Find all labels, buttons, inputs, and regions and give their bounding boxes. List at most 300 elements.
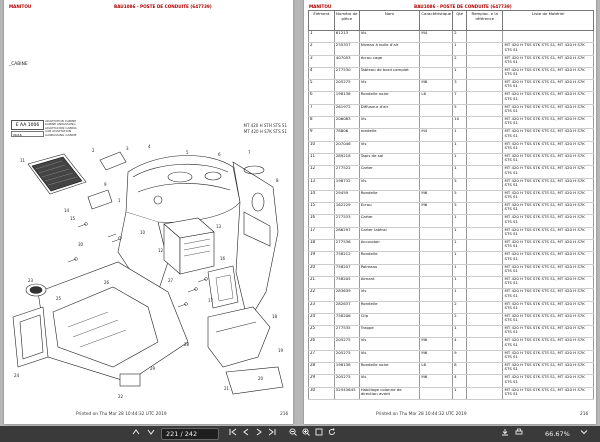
- table-row: [309, 215, 594, 227]
- col-qty: Qté: [453, 11, 467, 31]
- svg-text:7: 7: [248, 150, 251, 155]
- cell-element: 4: [309, 67, 335, 79]
- cell-material-list: MT 420 H TSS S7K STS S1, MT 420 H S7K STS S1: [503, 301, 594, 313]
- download-icon[interactable]: [500, 427, 510, 441]
- col-element: Élément: [309, 11, 335, 31]
- page-next-icon[interactable]: [254, 427, 264, 441]
- cell-characteristic: [420, 240, 453, 252]
- cell-material-list: MT 420 H TSS S7K STS S1, MT 420 H S7K STS S1: [503, 67, 594, 79]
- cell-part-number: 52543645: [334, 387, 359, 399]
- zoom-dropdown-icon[interactable]: [578, 427, 590, 441]
- cell-qty: 7: [453, 92, 467, 104]
- svg-text:17: 17: [208, 298, 214, 303]
- cell-material-list: MT 420 H TSS S7K STS S1, MT 420 H S7K STS S1: [503, 313, 594, 325]
- cell-element: 21: [309, 276, 335, 288]
- cell-part-number: 407053: [334, 55, 359, 67]
- cell-name: Carter: [359, 215, 420, 227]
- cell-replacement: [467, 387, 503, 399]
- cell-name: Tableau de bord complet: [359, 67, 420, 79]
- svg-text:28: 28: [184, 342, 190, 347]
- cell-part-number: 198138: [334, 92, 359, 104]
- cell-name: Clip: [359, 313, 420, 325]
- print-date: Printed on Thu Mar 28 10:44:32 UTC 2019: [376, 412, 467, 417]
- cell-replacement: [467, 289, 503, 301]
- cell-material-list: MT 420 H TSS S7K STS S1, MT 420 H S7K STS S1: [503, 166, 594, 178]
- cell-element: 9: [309, 129, 335, 141]
- viewer-toolbar: [0, 426, 600, 442]
- cell-part-number: 277530: [334, 67, 359, 79]
- cell-part-number: 205275: [334, 80, 359, 92]
- table-row: [309, 178, 594, 190]
- cell-element: 24: [309, 313, 335, 325]
- col-name: Nom: [359, 11, 420, 31]
- cell-replacement: [467, 117, 503, 129]
- side-panel-drawing: [233, 162, 278, 322]
- cell-name: Rondelle: [359, 190, 420, 202]
- cell-part-number: 205275: [334, 375, 359, 387]
- cell-material-list: MT 420 H TSS S7K STS S1, MT 420 H S7K STS S1: [503, 276, 594, 288]
- cell-qty: 2: [453, 31, 467, 43]
- cell-characteristic: [420, 387, 453, 399]
- cell-replacement: [467, 240, 503, 252]
- cell-element: 23: [309, 301, 335, 313]
- cell-element: 12: [309, 166, 335, 178]
- cell-element: 11: [309, 153, 335, 165]
- part-code: E AA 1006: [11, 120, 44, 130]
- cell-part-number: 282637: [334, 301, 359, 313]
- cell-material-list: MT 420 H TSS S7K STS S1, MT 420 H S7K STS S1: [503, 117, 594, 129]
- cell-qty: 4: [453, 375, 467, 387]
- cell-element: 25: [309, 326, 335, 338]
- cell-qty: 8: [453, 363, 467, 375]
- floor-mat-drawing: [28, 154, 86, 194]
- cell-qty: 1: [453, 67, 467, 79]
- svg-text:10: 10: [140, 230, 146, 235]
- cell-element: 20: [309, 264, 335, 276]
- cell-replacement: [467, 264, 503, 276]
- cell-name: Vis: [359, 141, 420, 153]
- part-names: ADAPTATION CABINE KABINE ANPASSUNG ADAPTACION CABINA CAB ADAPTATION AANPASSING CABINE: [45, 119, 77, 137]
- page-number: 216: [580, 412, 589, 417]
- section-label: _CABINE: [9, 62, 28, 67]
- cell-material-list: MT 420 H TSS S7K STS S1, MT 420 H S7K STS S1: [503, 264, 594, 276]
- cell-name: Rondelle: [359, 252, 420, 264]
- cell-material-list: MT 420 H TSS S7K STS S1, MT 420 H S7K STS S1: [503, 338, 594, 350]
- cell-material-list: MT 420 H TSS S7K STS S1, MT 420 H S7K STS S1: [503, 153, 594, 165]
- cell-characteristic: [420, 67, 453, 79]
- cell-replacement: [467, 190, 503, 202]
- table-row: [309, 264, 594, 276]
- exploded-cab-diagram: [8, 142, 289, 408]
- zoom-in-icon[interactable]: [301, 427, 311, 441]
- col-part-number: Numéro de pièce: [334, 11, 359, 31]
- table-row: [309, 276, 594, 288]
- cell-qty: 1: [453, 252, 467, 264]
- cell-element: 13: [309, 178, 335, 190]
- cell-name: Vis: [359, 178, 420, 190]
- cell-name: Diffuseur d'air: [359, 104, 420, 116]
- svg-text:27: 27: [168, 278, 174, 283]
- cell-element: 3: [309, 55, 335, 67]
- cell-name: Tapis de sol: [359, 153, 420, 165]
- table-row: [309, 190, 594, 202]
- cell-name: Vis: [359, 289, 420, 301]
- cell-characteristic: [420, 166, 453, 178]
- svg-text:9: 9: [104, 182, 107, 187]
- cell-qty: 1: [453, 227, 467, 239]
- cell-characteristic: [420, 264, 453, 276]
- svg-text:30: 30: [78, 242, 84, 247]
- cell-name: rondelle: [359, 129, 420, 141]
- cell-material-list: MT 420 H TSS S7K STS S1, MT 420 H S7K STS S1: [503, 129, 594, 141]
- cell-qty: 1: [453, 387, 467, 399]
- cell-name: Carter: [359, 166, 420, 178]
- cell-element: 27: [309, 350, 335, 362]
- cell-name: écrou cage: [359, 55, 420, 67]
- print-icon[interactable]: [514, 427, 524, 441]
- table-header: [309, 11, 594, 31]
- svg-text:19: 19: [278, 348, 284, 353]
- cell-qty: 1: [453, 129, 467, 141]
- svg-text:23: 23: [28, 278, 34, 283]
- cell-replacement: [467, 80, 503, 92]
- cell-part-number: 277522: [334, 166, 359, 178]
- model-list: MT 420 H STH STS S1 MT 420 H S7K STS S1: [243, 123, 287, 134]
- cell-characteristic: [420, 215, 453, 227]
- cell-qty: 1: [453, 289, 467, 301]
- svg-text:24: 24: [14, 373, 20, 378]
- parts-table: [308, 10, 594, 400]
- cell-name: Aimant: [359, 276, 420, 288]
- brand-label: MANITOU: [9, 4, 32, 9]
- current-page: 221: [166, 430, 179, 438]
- table-row: [309, 203, 594, 215]
- cell-material-list: MT 420 H TSS S7K STS S1, MT 420 H S7K STS S1: [503, 141, 594, 153]
- cell-material-list: MT 420 H TSS S7K STS S1, MT 420 H S7K STS S1: [503, 43, 594, 55]
- cell-part-number: 198138: [334, 363, 359, 375]
- chevron-up-icon[interactable]: [130, 427, 142, 441]
- svg-text:11: 11: [20, 158, 26, 163]
- cell-replacement: [467, 338, 503, 350]
- cell-element: 10: [309, 141, 335, 153]
- cell-name: Rondelle noire: [359, 92, 420, 104]
- table-row: [309, 141, 594, 153]
- cell-name: Accoudoir: [359, 240, 420, 252]
- cell-qty: 9: [453, 350, 467, 362]
- cell-replacement: [467, 276, 503, 288]
- cell-qty: 5: [453, 178, 467, 190]
- cell-part-number: 277535: [334, 326, 359, 338]
- cell-replacement: [467, 326, 503, 338]
- cell-element: 2: [309, 43, 335, 55]
- cell-material-list: MT 420 H TSS S7K STS S1, MT 420 H S7K STS S1: [503, 240, 594, 252]
- cell-element: 1: [309, 31, 335, 43]
- cell-name: Vis: [359, 80, 420, 92]
- table-row: [309, 387, 594, 399]
- cell-part-number: 758206: [334, 313, 359, 325]
- cell-replacement: [467, 166, 503, 178]
- cell-part-number: 261972: [334, 104, 359, 116]
- cell-characteristic: M6: [420, 338, 453, 350]
- page-total: / 242: [180, 430, 198, 438]
- cell-replacement: [467, 67, 503, 79]
- svg-text:16: 16: [220, 256, 226, 261]
- cell-characteristic: M4: [420, 129, 453, 141]
- cell-replacement: [467, 43, 503, 55]
- svg-text:12: 12: [158, 248, 164, 253]
- parts-table-body: [309, 31, 594, 400]
- cell-element: 30: [309, 387, 335, 399]
- cell-replacement: [467, 313, 503, 325]
- cell-characteristic: M6: [420, 80, 453, 92]
- cell-name: Vis: [359, 350, 420, 362]
- cell-characteristic: L6: [420, 363, 453, 375]
- cell-material-list: MT 420 H TSS S7K STS S1, MT 420 H S7K STS S1: [503, 203, 594, 215]
- cell-element: 26: [309, 338, 335, 350]
- rotate-icon[interactable]: [327, 427, 337, 441]
- cell-name: Rondelle noire: [359, 363, 420, 375]
- cell-characteristic: M6: [420, 203, 453, 215]
- cell-qty: 5: [453, 104, 467, 116]
- cell-characteristic: [420, 276, 453, 288]
- table-row: [309, 31, 594, 43]
- svg-text:14: 14: [64, 208, 70, 213]
- cell-characteristic: [420, 227, 453, 239]
- cell-element: 18: [309, 240, 335, 252]
- table-row: [309, 166, 594, 178]
- svg-text:6: 6: [218, 152, 221, 157]
- cell-element: 29: [309, 375, 335, 387]
- cell-element: 17: [309, 227, 335, 239]
- table-row: [309, 363, 594, 375]
- cell-characteristic: M4: [420, 31, 453, 43]
- cell-material-list: MT 420 H TSS S7K STS S1, MT 420 H S7K STS S1: [503, 190, 594, 202]
- fit-page-icon[interactable]: [314, 427, 324, 441]
- cell-part-number: 277533: [334, 215, 359, 227]
- print-date: Printed on Thu Mar 28 10:44:32 UTC 2019: [76, 412, 167, 417]
- col-replacement: Remplac. e la référence: [467, 11, 503, 31]
- cell-element: 5: [309, 80, 335, 92]
- cell-characteristic: [420, 141, 453, 153]
- cell-replacement: [467, 153, 503, 165]
- table-row: [309, 338, 594, 350]
- speaker-drawing: [26, 284, 46, 296]
- zoom-out-icon[interactable]: [288, 427, 298, 441]
- cell-qty: 2: [453, 55, 467, 67]
- brand-label: MANITOU: [309, 4, 332, 9]
- cell-part-number: 289218: [334, 153, 359, 165]
- cell-qty: 1: [453, 166, 467, 178]
- cell-name: Carter latéral: [359, 227, 420, 239]
- table-row: [309, 80, 594, 92]
- cell-material-list: [503, 31, 594, 43]
- table-row: [309, 289, 594, 301]
- cell-qty: 2: [453, 301, 467, 313]
- cell-name: Niveau à bulle d'air: [359, 43, 420, 55]
- page-left: [4, 0, 293, 424]
- cell-replacement: [467, 252, 503, 264]
- cell-qty: 1: [453, 43, 467, 55]
- cell-name: Vis: [359, 117, 420, 129]
- table-row: [309, 313, 594, 325]
- cell-part-number: 758205: [334, 276, 359, 288]
- cell-part-number: 162229: [334, 203, 359, 215]
- cell-element: 19: [309, 252, 335, 264]
- page-first-icon[interactable]: [228, 427, 238, 441]
- cell-qty: 2: [453, 313, 467, 325]
- doc-title: BAU1086 - POSTE DE CONDUITE (647739): [114, 4, 212, 9]
- svg-text:26: 26: [104, 280, 110, 285]
- cell-part-number: 198732: [334, 178, 359, 190]
- cell-material-list: MT 420 H TSS S7K STS S1, MT 420 H S7K STS S1: [503, 92, 594, 104]
- cell-characteristic: [420, 43, 453, 55]
- zoom-level[interactable]: 66.67%: [545, 430, 570, 438]
- part-date: 06/16: [11, 131, 44, 137]
- cell-element: 22: [309, 289, 335, 301]
- cell-characteristic: [420, 252, 453, 264]
- svg-text:22: 22: [118, 394, 124, 399]
- cell-part-number: 78806: [334, 129, 359, 141]
- cell-characteristic: [420, 153, 453, 165]
- cell-characteristic: [420, 178, 453, 190]
- chevron-down-icon[interactable]: [145, 427, 157, 441]
- page-last-icon[interactable]: [267, 427, 277, 441]
- page-prev-icon[interactable]: [241, 427, 251, 441]
- cell-material-list: MT 420 H TSS S7K STS S1, MT 420 H S7K STS S1: [503, 104, 594, 116]
- col-material-list: Liste de Matériel: [503, 11, 594, 31]
- cell-part-number: 277536: [334, 240, 359, 252]
- cell-element: 7: [309, 104, 335, 116]
- cell-replacement: [467, 375, 503, 387]
- cell-characteristic: L6: [420, 92, 453, 104]
- svg-text:8: 8: [276, 178, 279, 183]
- cell-part-number: 205275: [334, 350, 359, 362]
- cell-element: 6: [309, 92, 335, 104]
- cell-name: Vis: [359, 31, 420, 43]
- table-row: [309, 301, 594, 313]
- cell-material-list: MT 420 H TSS S7K STS S1, MT 420 H S7K STS S1: [503, 387, 594, 399]
- svg-text:20: 20: [258, 376, 264, 381]
- cell-replacement: [467, 141, 503, 153]
- table-row: [309, 104, 594, 116]
- svg-text:21: 21: [224, 386, 230, 391]
- cell-part-number: 758207: [334, 264, 359, 276]
- table-row: [309, 153, 594, 165]
- cell-qty: 3: [453, 80, 467, 92]
- cell-element: 28: [309, 363, 335, 375]
- cell-part-number: 235337: [334, 43, 359, 55]
- cell-material-list: MT 420 H TSS S7K STS S1, MT 420 H S7K STS S1: [503, 252, 594, 264]
- rear-panel-drawing: [13, 307, 48, 367]
- page-right: [304, 0, 596, 424]
- cell-qty: 10: [453, 117, 467, 129]
- cell-qty: 1: [453, 276, 467, 288]
- svg-text:13: 13: [216, 224, 222, 229]
- cell-replacement: [467, 227, 503, 239]
- cell-replacement: [467, 129, 503, 141]
- table-row: [309, 326, 594, 338]
- table-row: [309, 252, 594, 264]
- cell-replacement: [467, 363, 503, 375]
- storage-box-drawing: [164, 218, 214, 274]
- doc-title: BAU1086 - POSTE DE CONDUITE (647739): [414, 4, 512, 9]
- cell-replacement: [467, 178, 503, 190]
- cell-material-list: MT 420 H TSS S7K STS S1, MT 420 H S7K STS S1: [503, 363, 594, 375]
- cell-part-number: 61213: [334, 31, 359, 43]
- cell-replacement: [467, 215, 503, 227]
- table-row: [309, 240, 594, 252]
- cell-replacement: [467, 31, 503, 43]
- cell-qty: 1: [453, 264, 467, 276]
- table-row: [309, 129, 594, 141]
- cell-material-list: MT 420 H TSS S7K STS S1, MT 420 H S7K STS S1: [503, 375, 594, 387]
- cell-characteristic: [420, 326, 453, 338]
- floor-panel-drawing: [38, 262, 188, 386]
- cell-characteristic: [420, 289, 453, 301]
- cell-name: Rondelle: [359, 301, 420, 313]
- table-row: [309, 55, 594, 67]
- cell-material-list: MT 420 H TSS S7K STS S1, MT 420 H S7K STS S1: [503, 178, 594, 190]
- cell-name: Habillage colonne de direction avant: [359, 387, 420, 399]
- cell-part-number: 205275: [334, 338, 359, 350]
- svg-text:15: 15: [70, 216, 76, 221]
- table-row: [309, 350, 594, 362]
- table-row: [309, 117, 594, 129]
- svg-text:18: 18: [272, 314, 278, 319]
- cell-characteristic: [420, 301, 453, 313]
- cell-element: 8: [309, 117, 335, 129]
- cell-name: Palmeau: [359, 264, 420, 276]
- cell-qty: 5: [453, 190, 467, 202]
- cell-material-list: MT 420 H TSS S7K STS S1, MT 420 H S7K STS S1: [503, 227, 594, 239]
- cell-part-number: 283639: [334, 289, 359, 301]
- table-row: [309, 67, 594, 79]
- svg-text:1: 1: [118, 198, 121, 203]
- cell-replacement: [467, 350, 503, 362]
- cell-characteristic: [420, 313, 453, 325]
- cell-replacement: [467, 301, 503, 313]
- cell-name: Trappe: [359, 326, 420, 338]
- cell-part-number: 206083: [334, 117, 359, 129]
- cell-qty: 1: [453, 215, 467, 227]
- table-row: [309, 92, 594, 104]
- page-number-input[interactable]: [161, 428, 219, 440]
- cell-replacement: [467, 55, 503, 67]
- cell-qty: 1: [453, 153, 467, 165]
- page-number: 216: [280, 412, 289, 417]
- cell-qty: 4: [453, 338, 467, 350]
- cell-material-list: MT 420 H TSS S7K STS S1, MT 420 H S7K STS S1: [503, 289, 594, 301]
- cell-element: 14: [309, 190, 335, 202]
- cell-replacement: [467, 104, 503, 116]
- cell-characteristic: M6: [420, 375, 453, 387]
- cell-material-list: MT 420 H TSS S7K STS S1, MT 420 H S7K STS S1: [503, 350, 594, 362]
- cell-part-number: 29459: [334, 190, 359, 202]
- cell-material-list: MT 420 H TSS S7K STS S1, MT 420 H S7K STS S1: [503, 55, 594, 67]
- cell-characteristic: [420, 104, 453, 116]
- cell-qty: 1: [453, 326, 467, 338]
- table-row: [309, 43, 594, 55]
- svg-text:25: 25: [56, 296, 62, 301]
- cell-name: Ecrou: [359, 203, 420, 215]
- cell-characteristic: M6: [420, 190, 453, 202]
- cell-part-number: 286297: [334, 227, 359, 239]
- svg-text:3: 3: [126, 146, 129, 151]
- table-row: [309, 375, 594, 387]
- cell-element: 16: [309, 215, 335, 227]
- table-row: [309, 227, 594, 239]
- cell-material-list: MT 420 H TSS S7K STS S1, MT 420 H S7K STS S1: [503, 215, 594, 227]
